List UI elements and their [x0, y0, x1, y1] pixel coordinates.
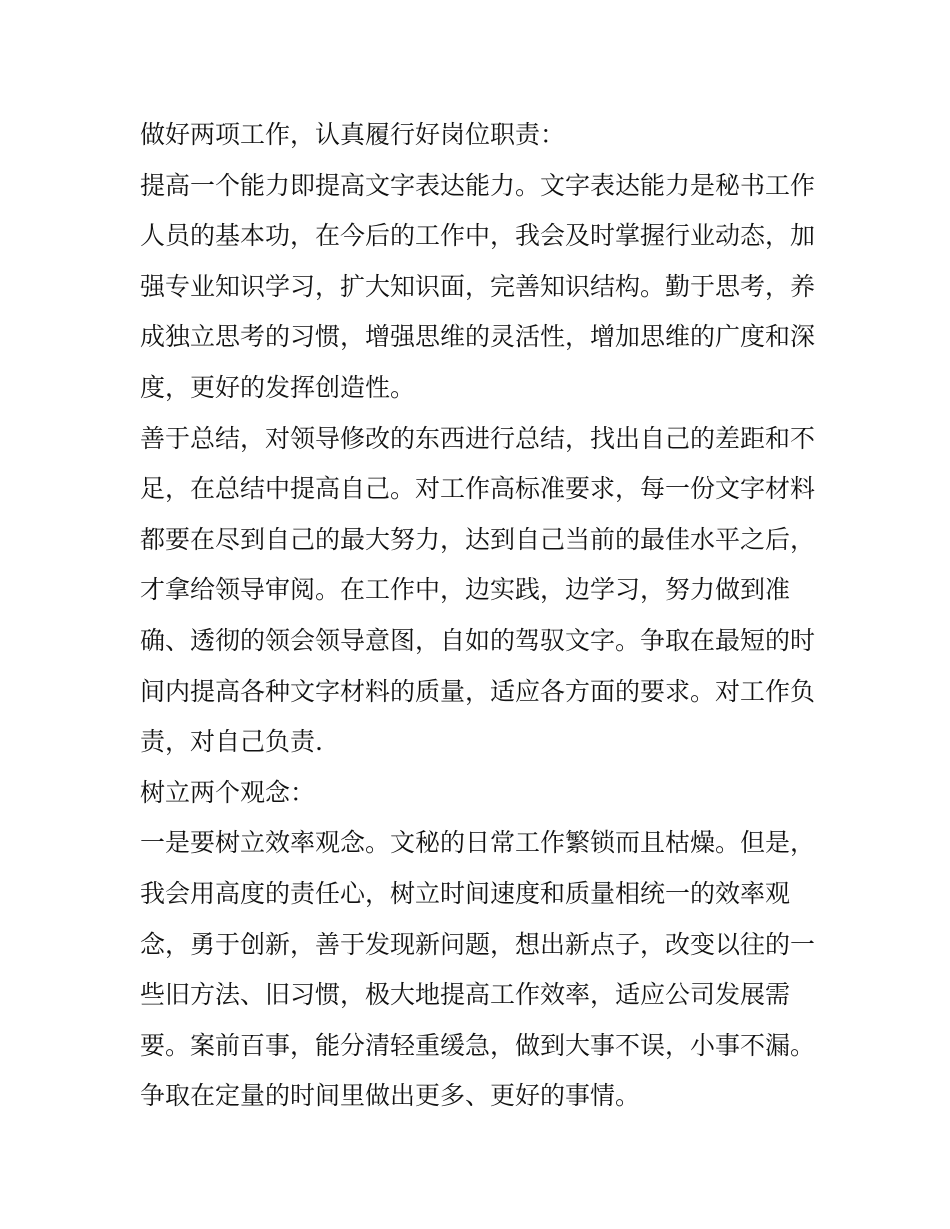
document-body: [140, 110, 820, 1122]
text-line: 成独立思考的习惯，增强思维的灵活性，增加思维的广度和深: [140, 322, 816, 352]
text-line: 些旧方法、旧习惯，极大地提高工作效率，适应公司发展需: [140, 980, 791, 1010]
text-line: 提高一个能力即提高文字表达能力。文字表达能力是秘书工作: [140, 170, 816, 200]
text-line: 足，在总结中提高自己。对工作高标准要求，每一份文字材料: [140, 474, 816, 504]
text-line: 念，勇于创新，善于发现新问题，想出新点子，改变以往的一: [140, 929, 816, 959]
text-line: 争取在定量的时间里做出更多、更好的事情。: [140, 1081, 641, 1111]
text-line: 都要在尽到自己的最大努力，达到自己当前的最佳水平之后，: [140, 524, 816, 554]
text-line: 间内提高各种文字材料的质量，适应各方面的要求。对工作负: [140, 676, 816, 706]
text-line: 确、透彻的领会领导意图，自如的驾驭文字。争取在最短的时: [140, 625, 816, 655]
text-line: 强专业知识学习，扩大知识面，完善知识结构。勤于思考，养: [140, 271, 816, 301]
text-line: 善于总结，对领导修改的东西进行总结，找出自己的差距和不: [140, 423, 816, 453]
text-line: 要。案前百事，能分清轻重缓急，做到大事不误，小事不漏。: [140, 1030, 816, 1060]
text-line: 我会用高度的责任心，树立时间速度和质量相统一的效率观: [140, 878, 791, 908]
text-line: 责，对自己负责.: [140, 727, 323, 757]
text-line: 一是要树立效率观念。文秘的日常工作繁锁而且枯燥。但是，: [140, 828, 816, 858]
text-line: 度，更好的发挥创造性。: [140, 372, 416, 402]
text-line: 树立两个观念：: [140, 777, 316, 807]
text-line: 做好两项工作，认真履行好岗位职责：: [140, 120, 566, 149]
text-line: 才拿给领导审阅。在工作中，边实践，边学习，努力做到准: [140, 575, 791, 605]
text-line: 人员的基本功，在今后的工作中，我会及时掌握行业动态，加: [140, 221, 816, 251]
